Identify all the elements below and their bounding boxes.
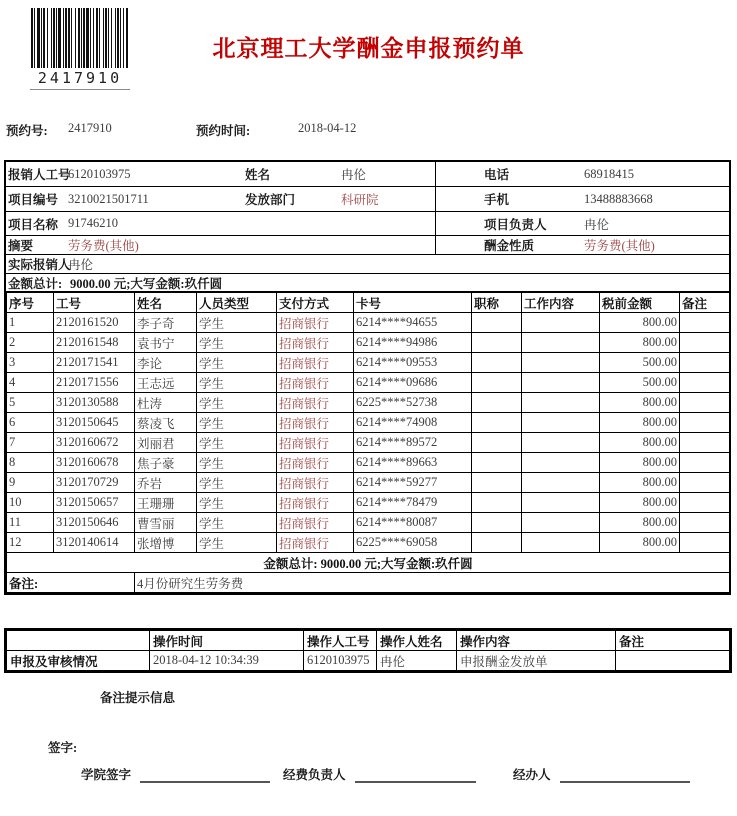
cell-seq: 9 [7, 473, 54, 493]
cell-name: 杜涛 [135, 393, 197, 413]
main-form-table [4, 160, 731, 595]
signature-row [0, 765, 737, 787]
cell-card-no: 6214****09686 [354, 373, 472, 393]
info-row-summary [6, 236, 729, 255]
info-row-project-name [6, 212, 729, 236]
cell-person-type: 学生 [197, 393, 277, 413]
fund-leader-signature-line [355, 770, 476, 783]
cell-seq: 10 [7, 493, 54, 513]
project-leader-label: 项目负责人 [484, 217, 547, 232]
detail-note-row [7, 573, 730, 593]
reservation-no-value: 2417910 [68, 121, 112, 135]
cell-card-no: 6214****74908 [354, 413, 472, 433]
detail-table-row [7, 393, 730, 413]
cell-work-content [522, 413, 600, 433]
cell-employee-id: 3120150645 [54, 413, 135, 433]
cell-seq: 7 [7, 433, 54, 453]
cell-card-no: 6214****80087 [354, 513, 472, 533]
cell-employee-id: 3120150646 [54, 513, 135, 533]
cell-title [472, 513, 522, 533]
cell-note [680, 433, 730, 453]
reservation-no-label: 预约号: [6, 124, 48, 138]
cell-employee-id: 2120161520 [54, 313, 135, 333]
cell-card-no: 6214****89572 [354, 433, 472, 453]
cell-name: 焦子豪 [135, 453, 197, 473]
cell-pretax-amount: 800.00 [600, 393, 680, 413]
detail-table-row [7, 453, 730, 473]
cell-seq: 6 [7, 413, 54, 433]
total-amount-label: 金额总计: [8, 276, 63, 291]
audit-operator-id-value: 6120103975 [304, 651, 377, 671]
audit-header-operator-name: 操作人姓名 [377, 631, 457, 651]
header-name: 姓名 [135, 293, 197, 313]
cell-person-type: 学生 [197, 453, 277, 473]
signature-field-handler [513, 765, 690, 783]
cell-pretax-amount: 800.00 [600, 313, 680, 333]
cell-work-content [522, 453, 600, 473]
cell-person-type: 学生 [197, 433, 277, 453]
cell-work-content [522, 333, 600, 353]
mobile-cell [435, 187, 729, 211]
cell-card-no: 6214****94986 [354, 333, 472, 353]
detail-note-value: 4月份研究生劳务费 [135, 573, 730, 593]
cell-pretax-amount: 800.00 [600, 493, 680, 513]
cell-payment-method: 招商银行 [277, 473, 354, 493]
signature-heading: 签字: [48, 741, 78, 755]
cell-pretax-amount: 500.00 [600, 373, 680, 393]
project-name-label: 项目名称 [8, 217, 59, 232]
detail-table-row [7, 473, 730, 493]
info-row-claimant [6, 162, 729, 187]
audit-row-label: 申报及审核情况 [7, 651, 150, 671]
cell-card-no: 6225****69058 [354, 533, 472, 553]
detail-table-row [7, 493, 730, 513]
cell-employee-id: 3120160678 [54, 453, 135, 473]
detail-table-row [7, 533, 730, 553]
cell-seq: 5 [7, 393, 54, 413]
audit-header-content: 操作内容 [457, 631, 616, 651]
cell-payment-method: 招商银行 [277, 313, 354, 333]
cell-person-type: 学生 [197, 493, 277, 513]
cell-seq: 8 [7, 453, 54, 473]
cell-person-type: 学生 [197, 413, 277, 433]
cell-person-type: 学生 [197, 473, 277, 493]
department-value: 科研院 [341, 193, 379, 207]
header-work-content: 工作内容 [522, 293, 600, 313]
cell-seq: 12 [7, 533, 54, 553]
claimant-id-label: 报销人工号 [8, 168, 71, 182]
cell-title [472, 433, 522, 453]
cell-work-content [522, 513, 600, 533]
cell-person-type: 学生 [197, 373, 277, 393]
detail-table-row [7, 513, 730, 533]
cell-name: 李论 [135, 353, 197, 373]
cell-work-content [522, 373, 600, 393]
project-no-label: 项目编号 [8, 193, 59, 207]
cell-employee-id: 2120171556 [54, 373, 135, 393]
cell-title [472, 313, 522, 333]
actual-claimant-label: 实际报销人 [8, 258, 71, 272]
page-title: 北京理工大学酬金申报预约单 [212, 36, 525, 61]
cell-title [472, 453, 522, 473]
header-card-no: 卡号 [354, 293, 472, 313]
detail-table-body [7, 313, 730, 553]
reservation-line [0, 121, 737, 137]
claimant-id-value: 6120103975 [68, 166, 131, 181]
cell-note [680, 453, 730, 473]
cell-pretax-amount: 800.00 [600, 333, 680, 353]
cell-seq: 3 [7, 353, 54, 373]
audit-time-value: 2018-04-12 10:34:39 [150, 651, 304, 671]
cell-name: 刘丽君 [135, 433, 197, 453]
cell-pretax-amount: 800.00 [600, 453, 680, 473]
payment-detail-table [6, 292, 730, 593]
cell-name: 张增博 [135, 533, 197, 553]
handler-signature-label: 经办人 [513, 768, 551, 782]
audit-header-note: 备注 [616, 631, 730, 651]
college-signature-line [140, 770, 270, 783]
cell-person-type: 学生 [197, 353, 277, 373]
info-row-actual-claimant [6, 255, 729, 274]
cell-card-no: 6214****78479 [354, 493, 472, 513]
detail-table-row [7, 353, 730, 373]
detail-table-row [7, 333, 730, 353]
detail-note-label: 备注: [7, 573, 135, 593]
detail-table-row [7, 313, 730, 333]
cell-seq: 1 [7, 313, 54, 333]
mobile-value: 13488883668 [584, 191, 653, 206]
cell-employee-id: 3120140614 [54, 533, 135, 553]
cell-card-no: 6214****59277 [354, 473, 472, 493]
header-employee-id: 工号 [54, 293, 135, 313]
cell-title [472, 533, 522, 553]
cell-name: 李子奇 [135, 313, 197, 333]
cell-seq: 4 [7, 373, 54, 393]
cell-note [680, 373, 730, 393]
project-leader-cell [435, 212, 729, 235]
department-label: 发放部门 [245, 193, 296, 207]
header-payment-method: 支付方式 [277, 293, 354, 313]
audit-note-value [616, 651, 730, 671]
cell-payment-method: 招商银行 [277, 493, 354, 513]
cell-work-content [522, 473, 600, 493]
phone-cell [435, 162, 729, 186]
cell-pretax-amount: 800.00 [600, 473, 680, 493]
cell-payment-method: 招商银行 [277, 413, 354, 433]
cell-note [680, 533, 730, 553]
cell-title [472, 393, 522, 413]
cell-person-type: 学生 [197, 333, 277, 353]
signature-field-fund-leader [283, 765, 476, 783]
remuneration-type-cell [435, 236, 729, 254]
detail-header-row [7, 293, 730, 313]
reservation-time-value: 2018-04-12 [298, 121, 357, 135]
cell-seq: 11 [7, 513, 54, 533]
header-pretax-amount: 税前金额 [600, 293, 680, 313]
header-note: 备注 [680, 293, 730, 313]
total-amount-value: 9000.00 元;大写金额:玖仟圆 [70, 276, 223, 291]
audit-header-row [7, 631, 730, 651]
info-row-total-amount [6, 274, 729, 292]
detail-table-row [7, 373, 730, 393]
cell-note [680, 473, 730, 493]
cell-title [472, 373, 522, 393]
cell-note [680, 513, 730, 533]
cell-employee-id: 2120171541 [54, 353, 135, 373]
cell-title [472, 413, 522, 433]
cell-card-no: 6214****09553 [354, 353, 472, 373]
cell-note [680, 333, 730, 353]
cell-name: 蔡凌飞 [135, 413, 197, 433]
cell-name: 乔岩 [135, 473, 197, 493]
cell-seq: 2 [7, 333, 54, 353]
cell-payment-method: 招商银行 [277, 333, 354, 353]
summary-value: 劳务费(其他) [68, 239, 139, 253]
summary-label: 摘要 [8, 239, 34, 253]
cell-pretax-amount: 800.00 [600, 413, 680, 433]
cell-person-type: 学生 [197, 313, 277, 333]
cell-payment-method: 招商银行 [277, 393, 354, 413]
project-no-value: 3210021501711 [68, 191, 149, 206]
cell-employee-id: 2120161548 [54, 333, 135, 353]
fund-leader-signature-label: 经费负责人 [283, 768, 346, 782]
cell-pretax-amount: 800.00 [600, 513, 680, 533]
cell-employee-id: 3120170729 [54, 473, 135, 493]
cell-title [472, 333, 522, 353]
cell-work-content [522, 493, 600, 513]
cell-employee-id: 3120150657 [54, 493, 135, 513]
header-person-type: 人员类型 [197, 293, 277, 313]
cell-work-content [522, 353, 600, 373]
actual-claimant-value: 冉伦 [68, 258, 94, 272]
college-signature-label: 学院签字 [81, 768, 132, 782]
cell-employee-id: 3120160672 [54, 433, 135, 453]
header-seq: 序号 [7, 293, 54, 313]
cell-name: 曹雪丽 [135, 513, 197, 533]
barcode-number: 2417910 [30, 68, 130, 90]
handler-signature-line [560, 770, 690, 783]
audit-header-time: 操作时间 [150, 631, 304, 651]
cell-pretax-amount: 800.00 [600, 533, 680, 553]
audit-data-row [7, 651, 730, 671]
cell-note [680, 413, 730, 433]
reservation-time-label: 预约时间: [196, 124, 251, 138]
mobile-label: 手机 [484, 193, 510, 207]
header-title: 职称 [472, 293, 522, 313]
cell-work-content [522, 433, 600, 453]
audit-content-value: 申报酬金发放单 [457, 651, 616, 671]
project-name-value: 91746210 [68, 216, 118, 230]
project-leader-value: 冉伦 [584, 217, 610, 232]
signature-field-college [81, 765, 270, 783]
cell-work-content [522, 393, 600, 413]
cell-title [472, 473, 522, 493]
cell-person-type: 学生 [197, 513, 277, 533]
cell-name: 王志远 [135, 373, 197, 393]
cell-payment-method: 招商银行 [277, 513, 354, 533]
cell-work-content [522, 533, 600, 553]
audit-operator-name-value: 冉伦 [377, 651, 457, 671]
cell-note [680, 493, 730, 513]
detail-total-row [7, 553, 730, 573]
cell-name: 王珊珊 [135, 493, 197, 513]
cell-payment-method: 招商银行 [277, 453, 354, 473]
remuneration-type-value: 劳务费(其他) [584, 239, 655, 253]
cell-payment-method: 招商银行 [277, 373, 354, 393]
phone-value: 68918415 [584, 166, 634, 181]
cell-card-no: 6225****52738 [354, 393, 472, 413]
audit-header-empty [7, 631, 150, 651]
cell-card-no: 6214****89663 [354, 453, 472, 473]
cell-note [680, 313, 730, 333]
name-value: 冉伦 [341, 168, 367, 182]
audit-header-operator-id: 操作人工号 [304, 631, 377, 651]
cell-title [472, 353, 522, 373]
info-row-project-no [6, 187, 729, 212]
notes-hint-text: 备注提示信息 [100, 691, 176, 705]
cell-payment-method: 招商银行 [277, 533, 354, 553]
cell-work-content [522, 313, 600, 333]
cell-name: 袁书宁 [135, 333, 197, 353]
cell-note [680, 353, 730, 373]
cell-employee-id: 3120130588 [54, 393, 135, 413]
phone-label: 电话 [484, 168, 510, 182]
detail-total-text: 金额总计: 9000.00 元;大写金额:玖仟圆 [7, 553, 730, 573]
cell-pretax-amount: 800.00 [600, 433, 680, 453]
cell-person-type: 学生 [197, 533, 277, 553]
detail-table-row [7, 433, 730, 453]
cell-payment-method: 招商银行 [277, 433, 354, 453]
cell-card-no: 6214****94655 [354, 313, 472, 333]
detail-table-row [7, 413, 730, 433]
remuneration-type-label: 酬金性质 [484, 239, 535, 253]
cell-note [680, 393, 730, 413]
cell-title [472, 493, 522, 513]
name-label: 姓名 [245, 168, 271, 182]
cell-payment-method: 招商银行 [277, 353, 354, 373]
cell-pretax-amount: 500.00 [600, 353, 680, 373]
audit-table [4, 628, 732, 673]
